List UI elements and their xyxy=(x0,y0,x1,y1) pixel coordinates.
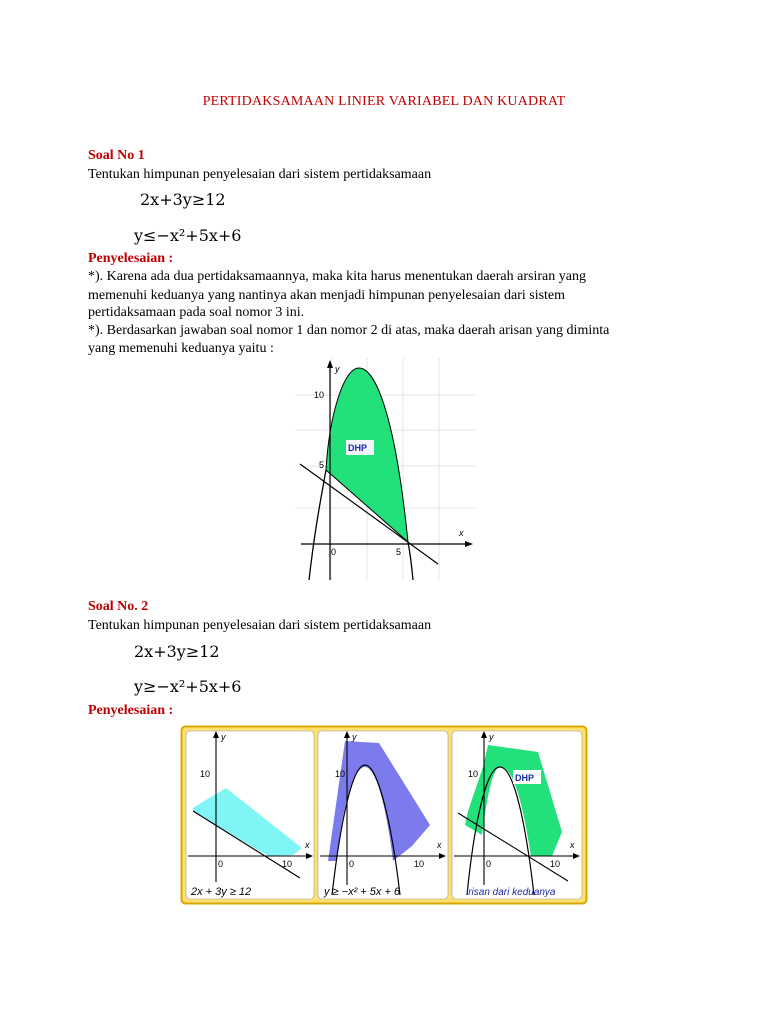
panel-3-dhp-label: DHP xyxy=(515,773,535,783)
y-tick-5: 5 xyxy=(319,460,325,470)
soal-1-equation-1: 2x+3y≥12 xyxy=(140,190,226,209)
soal-2-equation-1: 2x+3y≥12 xyxy=(134,642,220,661)
page-title: PERTIDAKSAMAAN LINIER VARIABEL DAN KUADRAT xyxy=(202,94,566,109)
x-tick-0: 0 xyxy=(331,547,337,557)
soal-1-line-5: yang memenuhi keduanya yaitu : xyxy=(88,341,274,356)
y-tick-10: 10 xyxy=(314,390,325,400)
panel-2-x-tick-0: 0 xyxy=(349,859,355,869)
panel-2-caption: y ≥ −x² + 5x + 6 xyxy=(324,886,401,898)
x-tick-5: 5 xyxy=(396,547,402,557)
panel-3 xyxy=(452,731,582,899)
panel-2 xyxy=(318,731,448,899)
soal-1-solution-heading: Penyelesaian : xyxy=(88,251,174,266)
panel-1-caption: 2x + 3y ≥ 12 xyxy=(191,886,252,898)
panel-2-y-tick-10: 10 xyxy=(335,769,346,779)
soal-2-solution-heading: Penyelesaian : xyxy=(88,703,174,718)
panel-1 xyxy=(186,731,314,899)
soal-1-equation-2: y≤−x²+5x+6 xyxy=(134,226,242,245)
panel-2-x-label: x xyxy=(437,840,442,850)
panel-3-x-tick-10: 10 xyxy=(550,859,561,869)
soal-2-equation-2: y≥−x²+5x+6 xyxy=(134,677,242,696)
panel-2-y-label: y xyxy=(352,732,357,742)
panel-1-y-tick-10: 10 xyxy=(200,769,211,779)
soal-1-line-1: *). Karena ada dua pertidaksamaannya, maka kita harus menentukan daerah arsiran yang xyxy=(88,269,586,284)
soal-1-line-4: *). Berdasarkan jawaban soal nomor 1 dan nomor 2 di atas, maka daerah arisan yang diminta xyxy=(88,323,610,338)
panel-1-x-tick-0: 0 xyxy=(218,859,224,869)
panel-1-x-tick-10: 10 xyxy=(282,859,293,869)
y-axis-label: y xyxy=(335,364,340,374)
panel-3-y-label: y xyxy=(489,732,494,742)
panel-3-x-tick-0: 0 xyxy=(486,859,492,869)
dhp-label: DHP xyxy=(348,443,368,453)
soal-2-figure xyxy=(180,725,588,905)
soal-1-line-3: pertidaksamaan pada soal nomor 3 ini. xyxy=(88,305,305,320)
soal-1-graph xyxy=(295,358,475,580)
soal-1-line-2: memenuhi keduanya yang nantinya akan menjadi himpunan penyelesaian dari sistem xyxy=(88,288,566,303)
x-axis-label: x xyxy=(459,528,464,538)
panel-1-y-label: y xyxy=(221,732,226,742)
panel-1-x-label: x xyxy=(305,840,310,850)
soal-2-heading: Soal No. 2 xyxy=(88,599,149,614)
panel-2-x-tick-10: 10 xyxy=(414,859,425,869)
panel-3-y-tick-10: 10 xyxy=(468,769,479,779)
soal-2-prompt: Tentukan himpunan penyelesaian dari sistem pertidaksamaan xyxy=(88,618,432,633)
soal-1-prompt: Tentukan himpunan penyelesaian dari sistem pertidaksamaan xyxy=(88,167,432,182)
panel-3-caption: irisan dari keduanya xyxy=(466,887,556,898)
soal-1-heading: Soal No 1 xyxy=(88,148,145,163)
panel-3-x-label: x xyxy=(570,840,575,850)
